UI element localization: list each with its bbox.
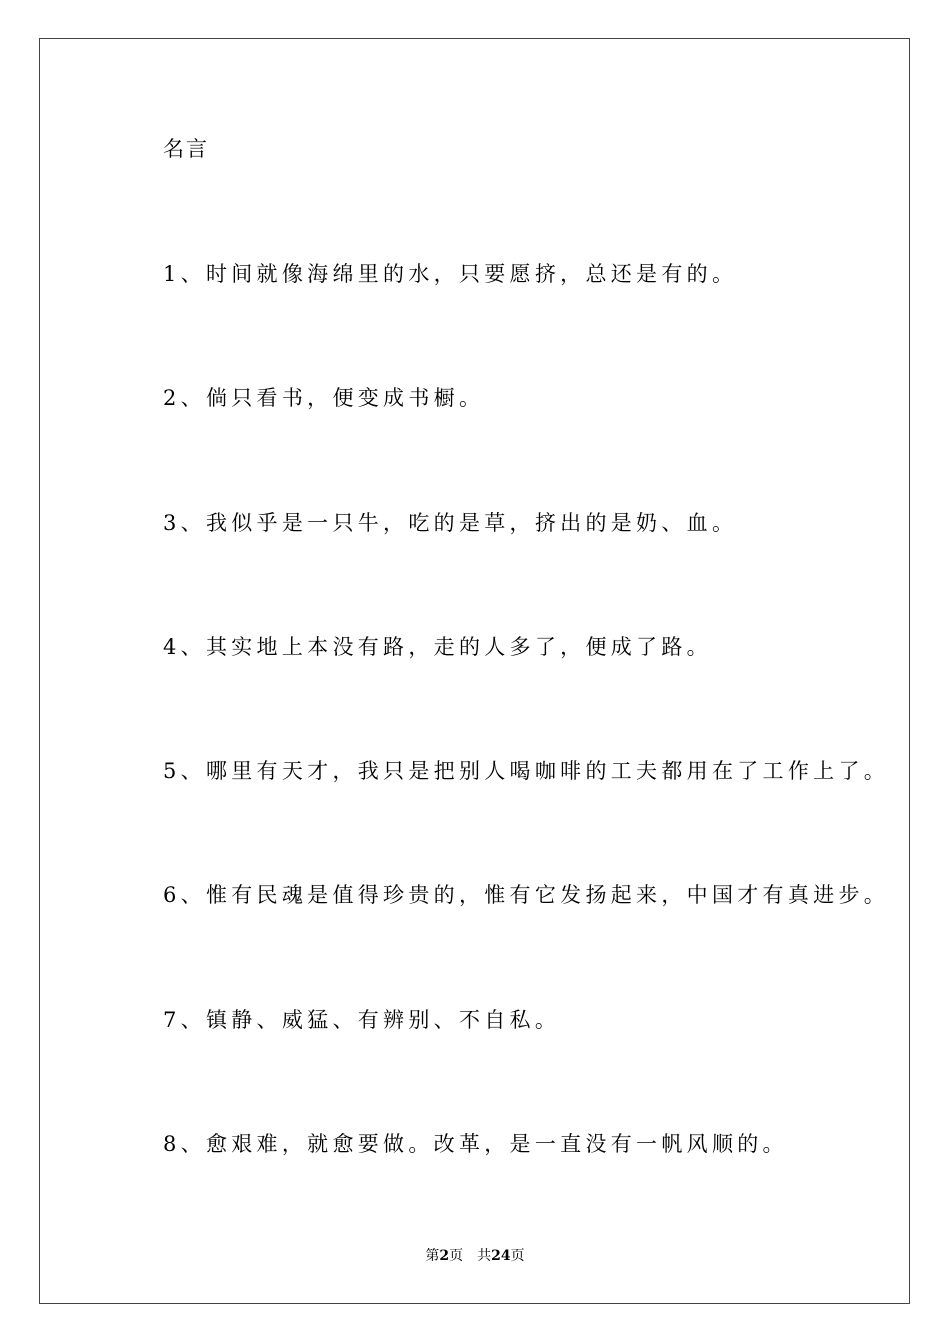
quote-item: 7、镇静、威猛、有辨别、不自私。 [163,1008,561,1032]
quote-item: 4、其实地上本没有路，走的人多了，便成了路。 [163,635,712,659]
page-border [39,38,910,1304]
page-suffix: 页 [449,1248,464,1264]
document-heading: 名言 [163,137,209,161]
quote-item: 2、倘只看书，便变成书橱。 [163,386,485,410]
total-pages: 24 [491,1248,511,1264]
quote-item: 3、我似乎是一只牛，吃的是草，挤出的是奶、血。 [163,511,738,535]
page-number: 2 [439,1248,450,1264]
quote-item: 5、哪里有天才，我只是把别人喝咖啡的工夫都用在了工作上了。 [163,759,890,783]
quote-item: 8、愈艰难，就愈要做。改革，是一直没有一帆风顺的。 [163,1132,788,1156]
quote-item: 1、时间就像海绵里的水，只要愿挤，总还是有的。 [163,262,738,286]
total-prefix: 共 [477,1248,492,1264]
total-suffix: 页 [510,1248,525,1264]
page-footer [0,1246,950,1266]
quote-item: 6、惟有民魂是值得珍贵的，惟有它发扬起来，中国才有真进步。 [163,883,890,907]
page-prefix: 第 [425,1248,440,1264]
